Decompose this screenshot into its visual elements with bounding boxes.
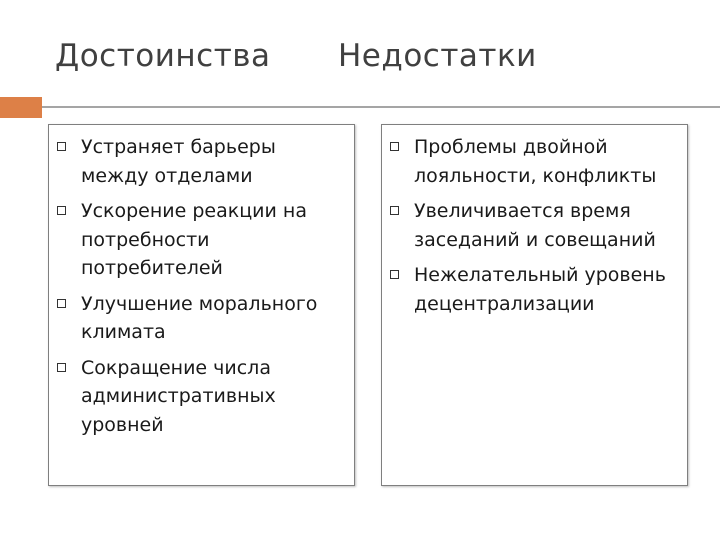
disadvantage-item	[382, 197, 679, 254]
hollow-square-bullet-icon	[57, 299, 66, 308]
disadvantages-list	[382, 125, 687, 318]
hollow-square-bullet-icon	[57, 363, 66, 372]
disadvantage-item	[382, 261, 679, 318]
hollow-square-bullet-icon	[390, 206, 399, 215]
advantages-heading: Достоинства	[55, 38, 271, 74]
accent-block	[0, 97, 42, 118]
hollow-square-bullet-icon	[57, 142, 66, 151]
disadvantages-box	[381, 124, 688, 486]
hollow-square-bullet-icon	[57, 206, 66, 215]
disadvantage-item	[382, 133, 679, 190]
accent-divider-line	[42, 106, 720, 108]
advantage-item-text: Сокращение числа административных уровней	[81, 356, 276, 436]
advantages-list	[49, 125, 354, 439]
disadvantage-item-text: Проблемы двойной лояльности, конфликты	[414, 136, 657, 187]
disadvantage-item-text: Нежелательный уровень децентрализации	[414, 264, 666, 315]
advantage-item-text: Устраняет барьеры между отделами	[81, 136, 276, 187]
disadvantage-item-text: Увеличивается время заседаний и совещаний	[414, 200, 656, 251]
advantage-item	[49, 354, 346, 440]
advantage-item	[49, 197, 346, 283]
hollow-square-bullet-icon	[390, 142, 399, 151]
advantage-item	[49, 133, 346, 190]
disadvantages-heading: Недостатки	[338, 38, 537, 74]
advantages-box	[48, 124, 355, 486]
advantage-item-text: Улучшение морального климата	[81, 292, 318, 343]
hollow-square-bullet-icon	[390, 270, 399, 279]
advantage-item-text: Ускорение реакции на потребности потребителей	[81, 200, 307, 279]
advantage-item	[49, 290, 346, 347]
